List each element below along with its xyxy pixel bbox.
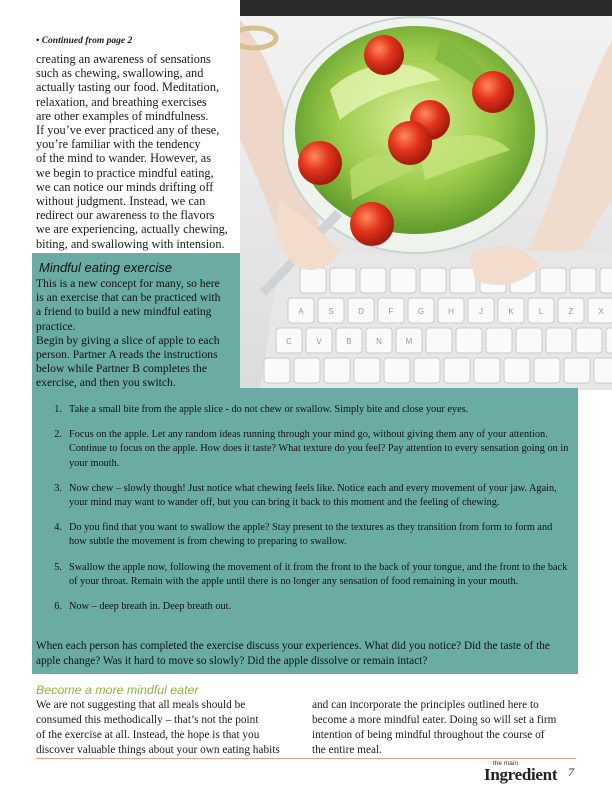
exercise-steps (36, 403, 576, 625)
photo-keyboard-key (294, 358, 320, 383)
photo-clothing (240, 0, 612, 16)
intro-line: we can notice our minds drifting off (36, 179, 214, 194)
body-line: intention of being mindful throughout the course of (312, 729, 545, 741)
photo-keyboard (260, 250, 612, 390)
photo-keyboard-key (546, 328, 572, 353)
exercise-intro-line: exercise, and then you switch. (36, 376, 176, 390)
photo-tomato (472, 71, 514, 113)
photo-keyboard-key-label: B (346, 337, 352, 346)
photo-keyboard-key (600, 268, 612, 293)
intro-text (36, 52, 248, 251)
exercise-step (36, 561, 576, 589)
intro-line: creating an awareness of sensations (36, 52, 211, 66)
photo-tomato (364, 35, 404, 75)
step-number: 4. (54, 522, 62, 534)
photo-keyboard-key (354, 358, 380, 383)
photo-keyboard-key-label: A (298, 307, 304, 316)
body-column-left (36, 698, 294, 758)
exercise-intro-line: person. Partner A reads the instructions (36, 348, 218, 362)
photo-keyboard-key (384, 358, 410, 383)
photo-keyboard-key (330, 268, 356, 293)
photo-keyboard-key (264, 358, 290, 383)
photo-keyboard-key (450, 268, 476, 293)
photo-keyboard-key (594, 358, 612, 383)
intro-line: actually tasting our food. Meditation, (36, 80, 220, 95)
photo-keyboard-key-label: F (388, 307, 394, 316)
body-line: become a more mindful eater. Doing so will set a firm (312, 714, 557, 726)
photo-keyboard-key-label: D (358, 307, 364, 316)
intro-line: without judgment. Instead, we can (36, 194, 206, 209)
photo-tomato (298, 141, 342, 185)
photo-keyboard-key (564, 358, 590, 383)
photo-keyboard-key (390, 268, 416, 293)
intro-line: we are experiencing, actually chewing, (36, 222, 228, 237)
photo-keyboard-key-label: L (538, 307, 544, 316)
exercise-intro-line: a friend to build a new mindful eating (36, 305, 212, 319)
footer-rule (36, 758, 576, 759)
step-text: Do you find that you want to swallow the apple? Stay present to the textures as they transition from form to form and how subtle the movement is from chewing to preparing to swallow. (69, 522, 553, 548)
step-number: 1. (54, 404, 62, 415)
exercise-step (36, 482, 576, 510)
photo-keyboard-key (474, 358, 500, 383)
exercise-intro-line: Begin by giving a slice of apple to each (36, 333, 220, 347)
intro-line: If you’ve ever practiced any of these, (36, 123, 220, 138)
photo-keyboard-key (444, 358, 470, 383)
photo-keyboard-key (534, 358, 560, 383)
body-line: of the exercise at all. Instead, the hope is that you (36, 729, 260, 741)
footer-logo: Ingredient (484, 765, 558, 784)
body-line: and can incorporate the principles outlined here to (312, 699, 539, 711)
photo-keyboard-key (576, 328, 602, 353)
photo-keyboard-key (456, 328, 482, 353)
photo-keyboard-key (570, 268, 596, 293)
exercise-step (36, 600, 576, 614)
continued-note: • Continued from page 2 (36, 36, 133, 46)
photo-keyboard-key (504, 358, 530, 383)
photo-keyboard-key (414, 358, 440, 383)
photo-keyboard-key-label: G (417, 307, 425, 316)
photo-keyboard-key (540, 268, 566, 293)
photo-keyboard-key (420, 268, 446, 293)
photo-keyboard-key (516, 328, 542, 353)
step-text: Take a small bite from the apple slice - do not chew or swallow. Simply bite and close your eyes. (69, 404, 469, 415)
body-line: consumed this methodically – that’s not the point (36, 714, 259, 726)
body-column-right (312, 698, 576, 758)
photo-keyboard-key-label: M (405, 337, 413, 346)
intro-line: are other examples of mindfulness. (36, 108, 209, 123)
step-text: Now – deep breath in. Deep breath out. (69, 601, 232, 613)
exercise-intro-line: below while Partner B completes the (36, 362, 207, 376)
intro-line: relaxation, and breathing exercises (36, 94, 207, 109)
exercise-step (36, 403, 576, 417)
photo-keyboard-key (426, 328, 452, 353)
photo-keyboard-key (324, 358, 350, 383)
exercise-closing: When each person has completed the exercise discuss your experiences. What did you notice? Did the taste of the apple change? Was it hard to move so slowly? Did the apple dissolve or remain intact? (36, 640, 550, 667)
exercise-intro (36, 277, 236, 391)
photo-keyboard-key-label: C (286, 337, 292, 346)
photo-keyboard-key-label: K (508, 307, 514, 316)
photo-keyboard-key-label: S (328, 307, 334, 316)
body-line: the entire meal. (312, 744, 382, 756)
photo-keyboard-key-label: Z (568, 307, 574, 316)
exercise-step (36, 428, 576, 471)
photo-keyboard-key-label: J (479, 307, 483, 316)
photo-keyboard-key-label: X (598, 307, 604, 316)
intro-line: we begin to practice mindful eating, (36, 165, 214, 180)
photo-tomato (388, 121, 432, 165)
exercise-intro-line: practice. (36, 319, 76, 333)
photo-keyboard-key (486, 328, 512, 353)
exercise-intro-line: This is a new concept for many, so here (36, 277, 220, 290)
photo-keyboard-key (360, 268, 386, 293)
photo-keyboard-key (300, 268, 326, 293)
intro-line: redirect our awareness to the flavors (36, 208, 215, 223)
section-heading: Become a more mindful eater (36, 683, 199, 697)
step-text: Focus on the apple. Let any random ideas running through your mind go, without giving them any of your attention. Continue to focus on the apple. How does it taste? What texture do you feel? Pay attention to every sensation going on in your mouth. (69, 429, 569, 469)
intro-line: of the mind to wander. However, as (36, 151, 212, 166)
intro-line: biting, and swallowing with intension. (36, 236, 225, 251)
photo-keyboard-key-label: H (448, 307, 454, 316)
step-number: 6. (54, 601, 62, 613)
body-line: We are not suggesting that all meals should be (36, 699, 246, 711)
exercise-step (36, 521, 576, 549)
step-text: Swallow the apple now, following the movement of it from the front to the back of your tongue, and the front to the back of your throat. Remain with the apple until there is no longer any sensation of food remaining in your mouth. (69, 561, 568, 587)
page-number: 7 (568, 765, 574, 779)
step-number: 2. (54, 429, 62, 441)
photo-keyboard-key (606, 328, 612, 353)
salad-keyboard-photo (240, 0, 612, 390)
exercise-title: Mindful eating exercise (39, 260, 172, 275)
body-line: discover valuable things about your own eating habits (36, 744, 280, 756)
step-text: Now chew – slowly though! Just notice what chewing feels like. Notice each and every movement of your jaw. Again, your mind may want to wander off, but you can bring it back to this moment and the feeling of chewing. (69, 482, 557, 509)
photo-tomato (350, 202, 394, 246)
step-number: 5. (54, 561, 62, 573)
photo-keyboard-key-label: N (376, 337, 382, 346)
footer-logo-small: the main (493, 760, 518, 767)
exercise-intro-line: is an exercise that can be practiced with (36, 291, 221, 305)
photo-keyboard-key-label: V (316, 337, 322, 346)
intro-line: such as chewing, swallowing, and (36, 66, 204, 81)
step-number: 3. (54, 482, 62, 494)
intro-line: you’re familiar with the tendency (36, 137, 201, 152)
